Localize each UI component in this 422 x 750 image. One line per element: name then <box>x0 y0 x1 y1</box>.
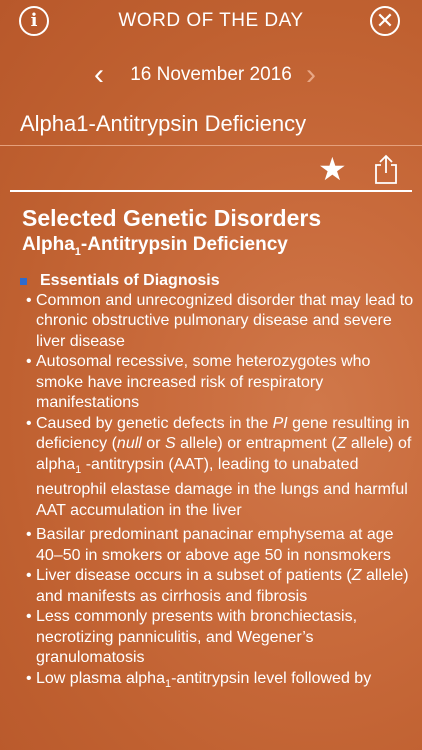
list-item: • Basilar predominant panacinar emphysema at age 40–50 in smokers or above age 50 in nonsmokers <box>26 526 394 564</box>
article-title: Selected Genetic Disorders <box>22 205 322 231</box>
top-bar <box>0 0 422 44</box>
list-item: • Common and unrecognized disorder that may lead to chronic obstructive pulmonary disease and severe liver disease <box>26 291 414 350</box>
action-bar <box>0 150 422 190</box>
close-button[interactable] <box>370 6 400 36</box>
info-icon: i <box>30 10 38 31</box>
list-item: • Caused by genetic defects in the PI gene resulting in deficiency (null or S allele) or entrapment (Z allele) of alpha$_1$ -antitrypsin (AAT), leading to unabated neutrophil elastase damage in the lungs and harmful AAT accumulation in the liver <box>26 414 412 519</box>
date-label: 16 November 2016 <box>130 64 292 85</box>
page-title: WORD OF THE DAY <box>118 10 304 31</box>
divider <box>0 145 422 146</box>
article-subtitle: Alpha$_1$-Antitrypsin Deficiency <box>22 234 288 258</box>
share-icon[interactable] <box>373 154 399 184</box>
previous-day-button[interactable]: ‹ <box>94 58 104 91</box>
close-icon: ✕ <box>375 8 395 33</box>
next-day-button[interactable]: › <box>306 58 316 91</box>
bullet-square-icon <box>20 278 27 285</box>
list-item: • Liver disease occurs in a subset of patients (Z allele) and manifests as cirrhosis and fibrosis <box>26 567 409 605</box>
list-item: • Less commonly presents with bronchiectasis, necrotizing panniculitis, and Wegener’s granulomatosis <box>26 608 358 667</box>
list-item: • Autosomal recessive, some heterozygotes who smoke have increased risk of respiratory manifestations <box>26 353 371 412</box>
word-title: Alpha1-Antitrypsin Deficiency <box>20 111 307 136</box>
date-navigator <box>0 58 422 92</box>
section-heading: Essentials of Diagnosis <box>22 271 414 291</box>
article-content <box>22 204 414 695</box>
favorite-star-icon[interactable]: ★ <box>318 151 347 187</box>
content-divider <box>10 190 412 192</box>
list-item: • Low plasma alpha$_1$-antitrypsin level followed by <box>26 669 372 691</box>
